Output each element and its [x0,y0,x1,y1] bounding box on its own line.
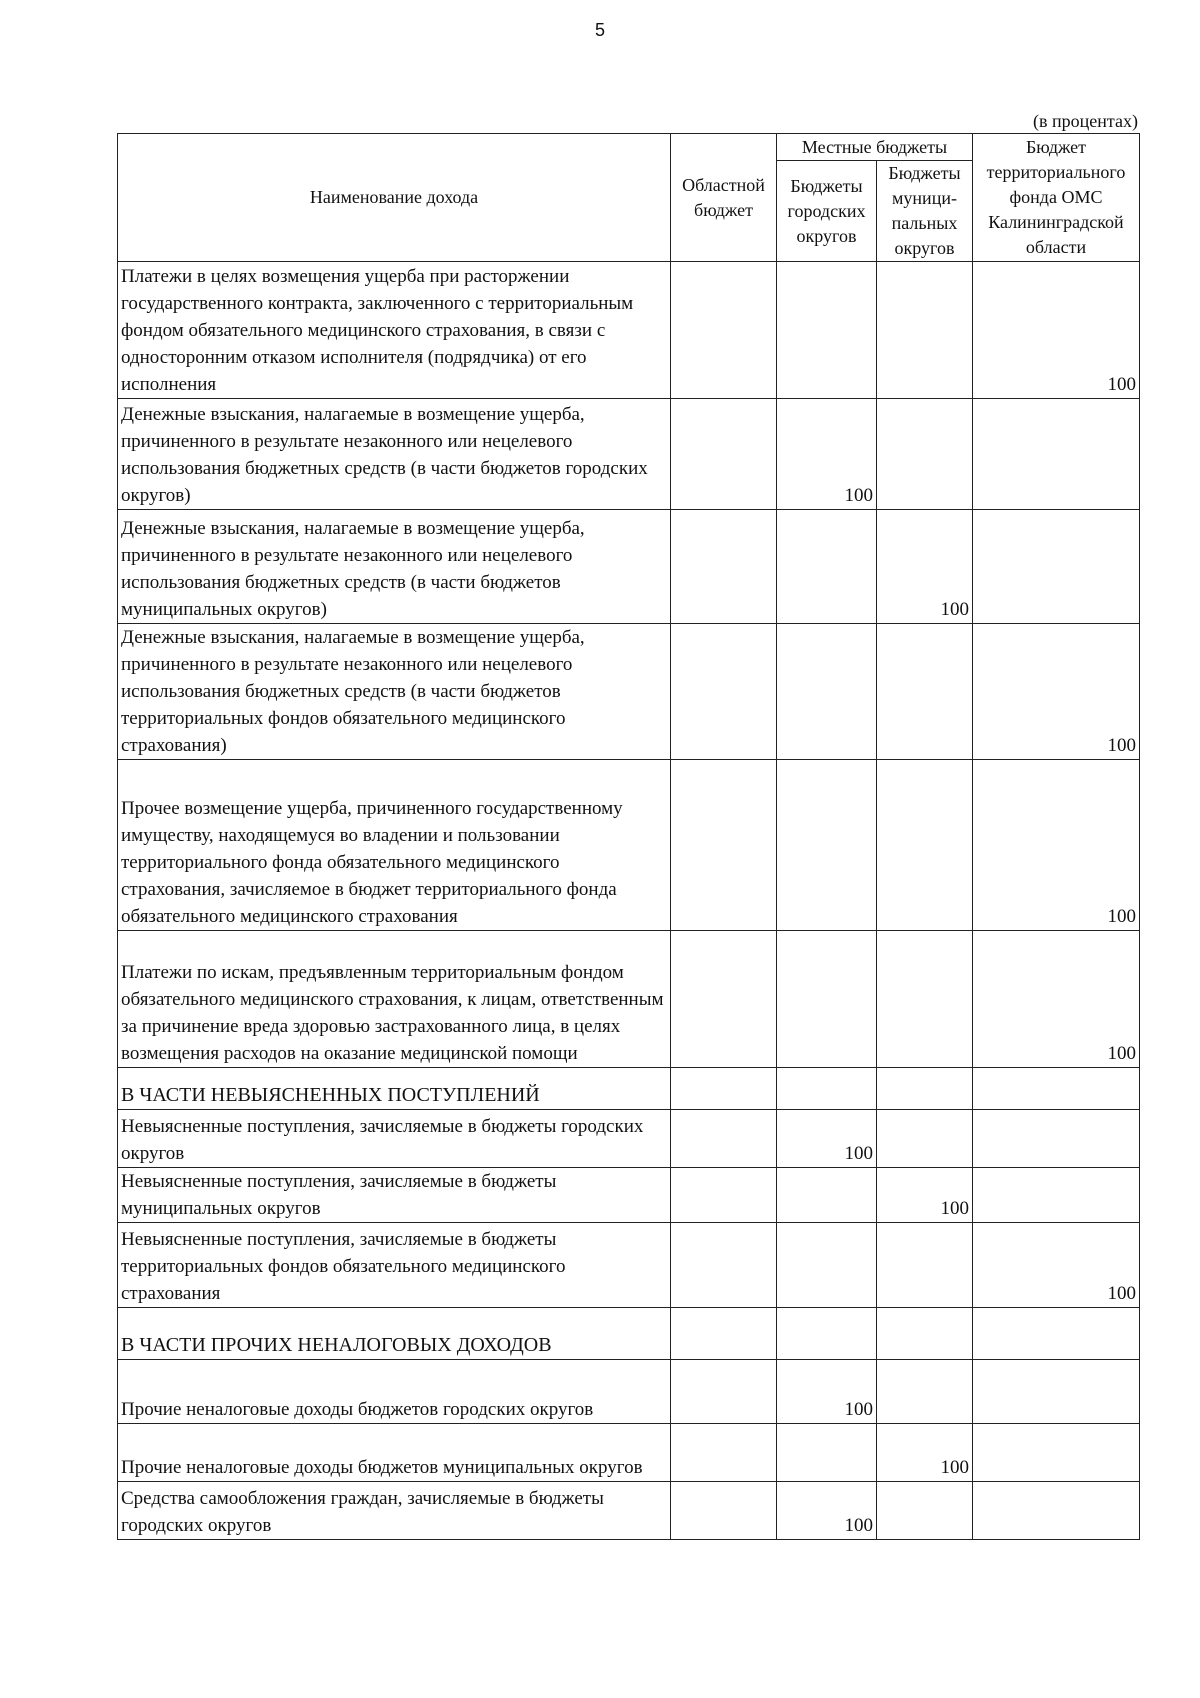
regional-budget-cell [671,1110,777,1168]
table-row [118,1482,1140,1540]
page-number: 5 [594,20,605,40]
city-districts-cell [777,510,877,624]
regional-budget-cell [671,624,777,760]
oms-fund-cell: 100 [973,262,1140,399]
income-name-cell: Невыясненные поступления, зачисляемые в бюджеты территориальных фондов обязательного медицинского страхования [118,1223,671,1308]
city-districts-cell: 100 [777,1482,877,1540]
regional-budget-cell [671,1360,777,1424]
regional-budget-cell [671,931,777,1068]
income-name-cell: Платежи в целях возмещения ущерба при расторжении государственного контракта, заключенного с территориальным фондом обязательного медицинского страхования, в связи с односторонним отказом исполнителя (подрядчика) от его исполнения [118,262,671,399]
income-name-cell: Прочие неналоговые доходы бюджетов муниципальных округов [118,1424,671,1482]
empty-cell [777,1308,877,1360]
empty-cell [973,1308,1140,1360]
city-districts-cell [777,931,877,1068]
regional-budget-cell [671,510,777,624]
regional-budget-cell [671,399,777,510]
municipal-districts-cell [877,1223,973,1308]
income-name-cell: Денежные взыскания, налагаемые в возмещение ущерба, причиненного в результате незаконного или нецелевого использования бюджетных средств (в части бюджетов городских округов) [118,399,671,510]
regional-budget-cell [671,1223,777,1308]
city-districts-cell [777,262,877,399]
municipal-districts-cell [877,760,973,931]
regional-budget-cell [671,1424,777,1482]
city-districts-cell [777,1424,877,1482]
table-row [118,624,1140,760]
income-name-cell: Денежные взыскания, налагаемые в возмещение ущерба, причиненного в результате незаконного или нецелевого использования бюджетных средств (в части бюджетов территориальных фондов обязательного медицинского страхования) [118,624,671,760]
municipal-districts-cell [877,624,973,760]
section-heading: В ЧАСТИ НЕВЫЯСНЕННЫХ ПОСТУПЛЕНИЙ [118,1068,671,1110]
section-row [118,1308,1140,1360]
table-row [118,760,1140,931]
empty-cell [877,1068,973,1110]
section-row [118,1068,1140,1110]
table-row [118,1360,1140,1424]
municipal-districts-cell [877,399,973,510]
regional-budget-cell [671,262,777,399]
empty-cell [877,1308,973,1360]
oms-fund-cell: 100 [973,931,1140,1068]
income-name-cell: Невыясненные поступления, зачисляемые в бюджеты городских округов [118,1110,671,1168]
empty-cell [671,1068,777,1110]
city-districts-cell [777,1223,877,1308]
income-distribution-table [117,133,1140,1540]
city-districts-cell: 100 [777,1360,877,1424]
section-heading: В ЧАСТИ ПРОЧИХ НЕНАЛОГОВЫХ ДОХОДОВ [118,1308,671,1360]
oms-fund-cell [973,1424,1140,1482]
income-name-cell: Прочие неналоговые доходы бюджетов городских округов [118,1360,671,1424]
header-income-name: Наименование дохода [118,134,671,262]
table-row [118,931,1140,1068]
income-name-cell: Средства самообложения граждан, зачисляемые в бюджеты городских округов [118,1482,671,1540]
units-note: (в процентах) [1033,111,1138,131]
municipal-districts-cell [877,262,973,399]
municipal-districts-cell [877,1360,973,1424]
empty-cell [671,1308,777,1360]
oms-fund-cell: 100 [973,760,1140,931]
table-row [118,510,1140,624]
city-districts-cell [777,624,877,760]
municipal-districts-cell: 100 [877,1424,973,1482]
income-name-cell: Прочее возмещение ущерба, причиненного государственному имуществу, находящемуся во владении и пользовании территориального фонда обязательного медицинского страхования, зачисляемое в бюджет территориального фонда обязательного медицинского страхования [118,760,671,931]
regional-budget-cell [671,1482,777,1540]
income-name-cell: Денежные взыскания, налагаемые в возмещение ущерба, причиненного в результате незаконного или нецелевого использования бюджетных средств (в части бюджетов муниципальных округов) [118,510,671,624]
oms-fund-cell [973,1360,1140,1424]
oms-fund-cell [973,1110,1140,1168]
table-row [118,1424,1140,1482]
city-districts-cell [777,760,877,931]
table-row [118,262,1140,399]
empty-cell [973,1068,1140,1110]
empty-cell [777,1068,877,1110]
header-oms-fund-budget: Бюджет территориального фонда ОМС Калининградской области [973,134,1140,262]
regional-budget-cell [671,1168,777,1223]
oms-fund-cell [973,399,1140,510]
regional-budget-cell [671,760,777,931]
table-row [118,1110,1140,1168]
municipal-districts-cell: 100 [877,510,973,624]
municipal-districts-cell [877,1482,973,1540]
header-regional-budget: Областной бюджет [671,134,777,262]
oms-fund-cell [973,510,1140,624]
header-municipal-districts: Бюджеты муници- пальных округов [877,161,973,262]
table-row [118,1223,1140,1308]
header-city-districts: Бюджеты городских округов [777,161,877,262]
city-districts-cell [777,1168,877,1223]
oms-fund-cell [973,1168,1140,1223]
municipal-districts-cell: 100 [877,1168,973,1223]
table-row [118,1168,1140,1223]
header-local-budgets: Местные бюджеты [777,134,973,161]
income-name-cell: Платежи по искам, предъявленным территориальным фондом обязательного медицинского страхования, к лицам, ответственным за причинение вреда здоровью застрахованного лица, в целях возмещения расходов на оказание медицинской помощи [118,931,671,1068]
city-districts-cell: 100 [777,399,877,510]
oms-fund-cell: 100 [973,624,1140,760]
oms-fund-cell [973,1482,1140,1540]
income-name-cell: Невыясненные поступления, зачисляемые в бюджеты муниципальных округов [118,1168,671,1223]
municipal-districts-cell [877,1110,973,1168]
municipal-districts-cell [877,931,973,1068]
oms-fund-cell: 100 [973,1223,1140,1308]
city-districts-cell: 100 [777,1110,877,1168]
table-body [118,262,1140,1540]
table-row [118,399,1140,510]
